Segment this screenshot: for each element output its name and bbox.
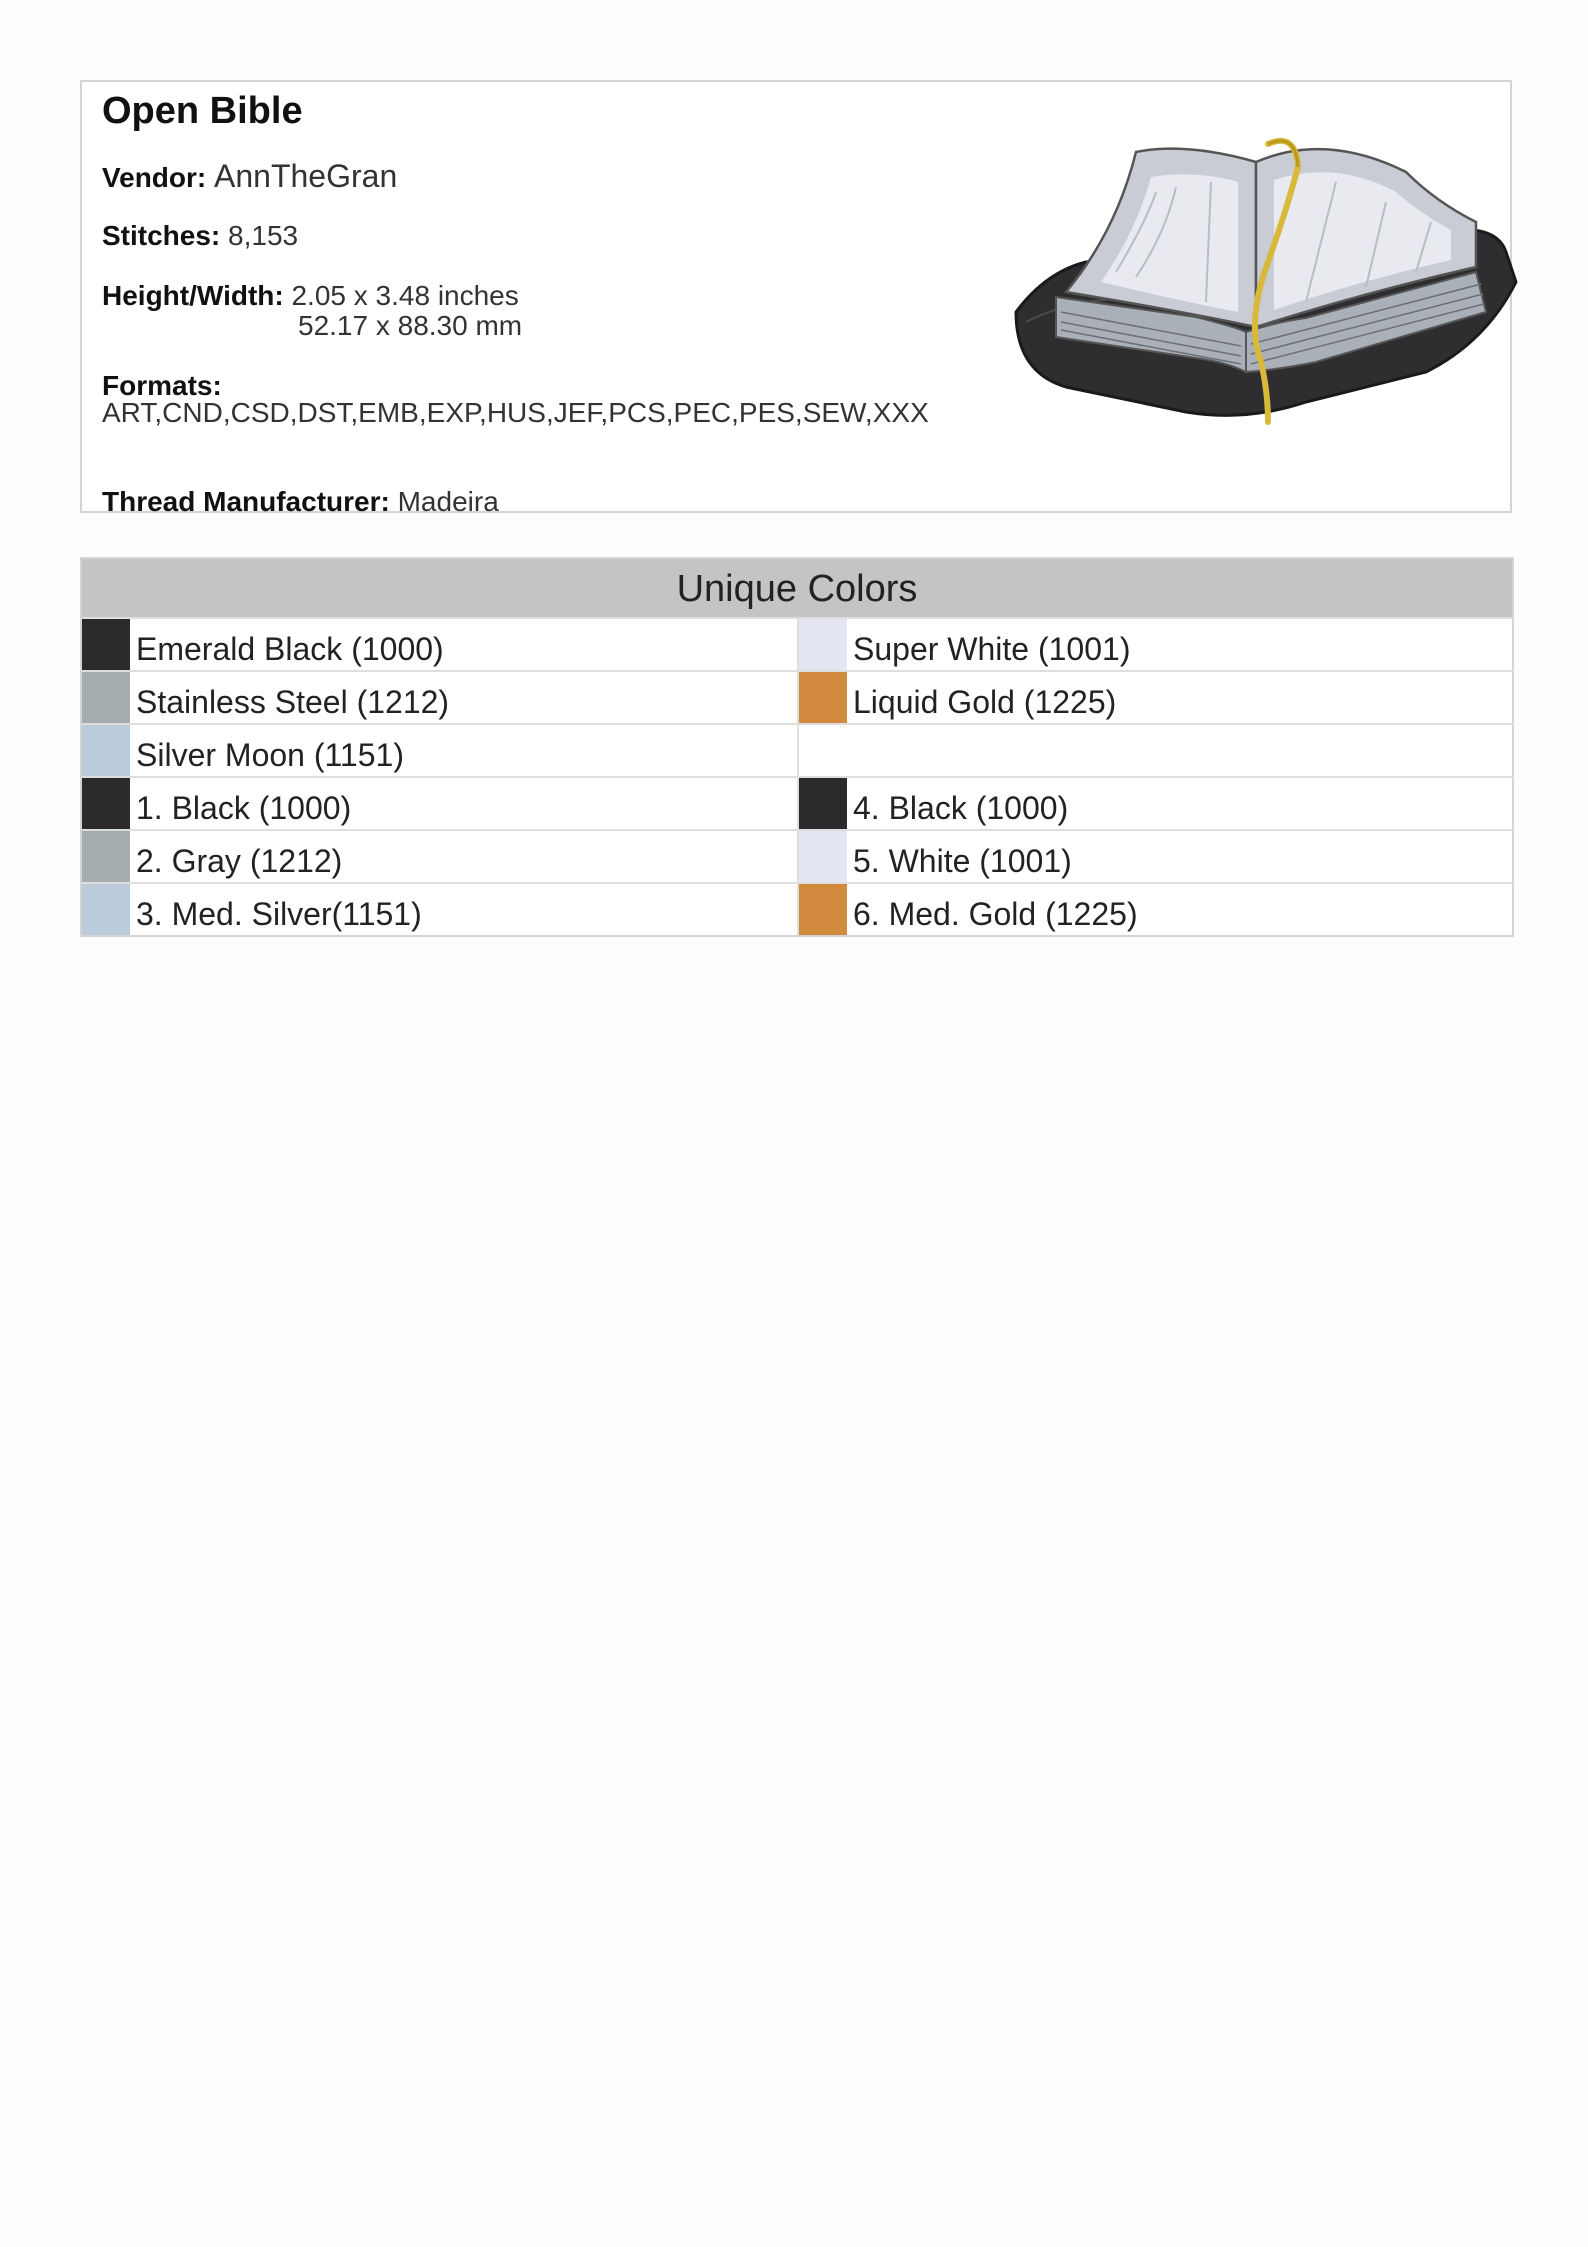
- color-label: Silver Moon (1151): [136, 737, 404, 773]
- color-swatch: [82, 619, 130, 670]
- color-swatch: [82, 672, 130, 723]
- vendor-label: Vendor:: [102, 162, 207, 193]
- color-label: 1. Black (1000): [136, 790, 352, 826]
- color-cell: [799, 882, 1514, 935]
- color-swatch: [82, 831, 130, 882]
- color-cell: [799, 776, 1514, 829]
- color-cell: [82, 723, 799, 776]
- height-width-label: Height/Width:: [102, 280, 284, 311]
- height-width-row: [102, 280, 519, 312]
- color-label: Emerald Black (1000): [136, 631, 444, 667]
- design-info-panel: [80, 80, 1512, 517]
- stitches-label: Stitches:: [102, 220, 221, 251]
- formats-value: ART,CND,CSD,DST,EMB,EXP,HUS,JEF,PCS,PEC,PES,SEW,XXX: [102, 397, 929, 428]
- colors-heading: Unique Colors: [82, 559, 1512, 617]
- color-label: 3. Med. Silver(1151): [136, 896, 422, 932]
- color-cell: [82, 670, 799, 723]
- color-label: 2. Gray (1212): [136, 843, 343, 879]
- color-swatch: [799, 619, 847, 670]
- color-cell-empty: [799, 723, 1514, 776]
- height-width-inches: 2.05 x 3.48 inches: [291, 280, 519, 311]
- color-cell: [82, 829, 799, 882]
- thread-label: Thread Manufacturer:: [102, 486, 390, 517]
- color-swatch: [799, 884, 847, 935]
- color-swatch: [82, 725, 130, 776]
- vendor-value: AnnTheGran: [214, 158, 398, 194]
- color-label: 4. Black (1000): [853, 790, 1069, 826]
- color-swatch: [799, 831, 847, 882]
- color-swatch: [799, 672, 847, 723]
- color-cell: [82, 776, 799, 829]
- thread-row: [102, 486, 499, 518]
- color-label: 5. White (1001): [853, 843, 1072, 879]
- color-swatch: [82, 884, 130, 935]
- color-cell: [82, 882, 799, 935]
- color-cell: [799, 617, 1514, 670]
- design-title: Open Bible: [102, 90, 303, 132]
- stitches-row: [102, 220, 298, 252]
- color-swatch: [799, 725, 847, 776]
- color-label: 6. Med. Gold (1225): [853, 896, 1138, 932]
- color-swatch: [82, 778, 130, 829]
- colors-grid: [82, 617, 1512, 935]
- color-cell: [799, 829, 1514, 882]
- colors-table: [80, 557, 1514, 937]
- formats-label-text: Formats:: [102, 370, 222, 401]
- color-label: Super White (1001): [853, 631, 1131, 667]
- height-width-mm: 52.17 x 88.30 mm: [298, 310, 523, 341]
- color-cell: [799, 670, 1514, 723]
- color-cell: [82, 617, 799, 670]
- open-bible-image: [1006, 122, 1566, 452]
- vendor-row: [102, 158, 397, 195]
- color-swatch: [799, 778, 847, 829]
- thread-value: Madeira: [397, 486, 499, 517]
- color-label: Liquid Gold (1225): [853, 684, 1117, 720]
- stitches-value: 8,153: [228, 220, 299, 251]
- color-label: Stainless Steel (1212): [136, 684, 450, 720]
